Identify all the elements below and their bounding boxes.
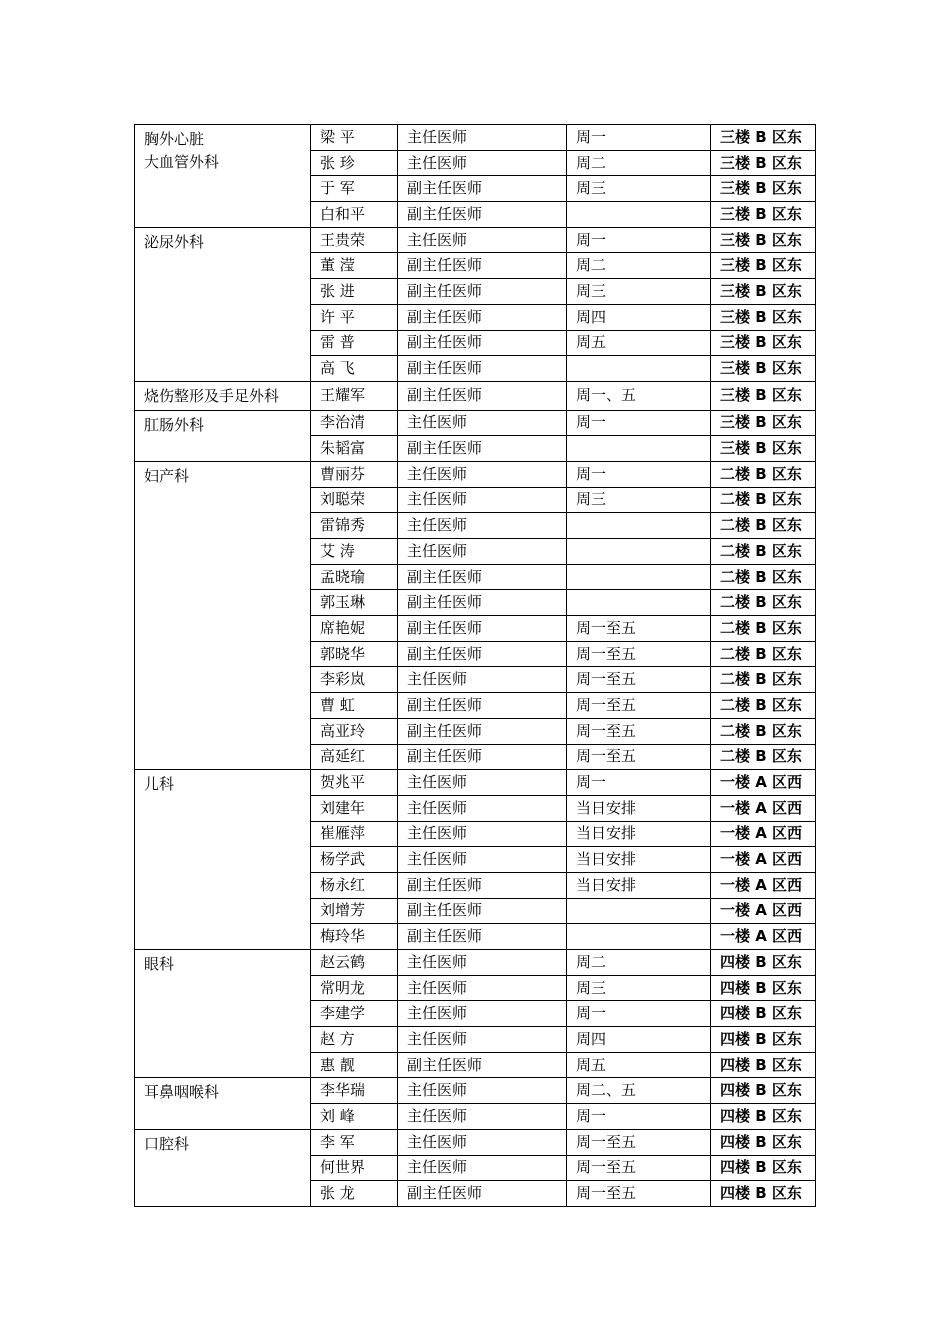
clinic-location-cell: 四楼 B 区东 (711, 1129, 816, 1155)
doctor-title-cell: 副主任医师 (398, 744, 567, 770)
clinic-day-cell: 周一至五 (567, 693, 711, 719)
clinic-location-cell: 二楼 B 区东 (711, 590, 816, 616)
doctor-title-cell: 副主任医师 (398, 924, 567, 950)
clinic-location-cell: 四楼 B 区东 (711, 950, 816, 976)
doctor-name-cell: 艾 涛 (311, 539, 398, 565)
department-name: 耳鼻咽喉科 (144, 1083, 220, 1102)
doctor-name-cell: 席艳妮 (311, 616, 398, 642)
schedule-body (135, 125, 816, 1207)
department-cell (135, 461, 311, 769)
clinic-day-cell: 周三 (567, 975, 711, 1001)
doctor-title-cell: 主任医师 (398, 821, 567, 847)
clinic-day-cell: 当日安排 (567, 847, 711, 873)
clinic-location-cell: 三楼 B 区东 (711, 150, 816, 176)
clinic-location-cell: 二楼 B 区东 (711, 641, 816, 667)
doctor-name-cell: 刘建年 (311, 795, 398, 821)
department-name: 肛肠外科 (144, 415, 205, 434)
doctor-name-cell: 郭玉琳 (311, 590, 398, 616)
doctor-title-cell: 副主任医师 (398, 436, 567, 462)
clinic-location-cell: 四楼 B 区东 (711, 1181, 816, 1207)
clinic-day-cell: 周三 (567, 279, 711, 305)
doctor-title-cell: 副主任医师 (398, 1052, 567, 1078)
department-name: 儿科 (144, 775, 175, 794)
doctor-title-cell: 主任医师 (398, 847, 567, 873)
doctor-name-cell: 于 军 (311, 176, 398, 202)
doctor-name-cell: 何世界 (311, 1155, 398, 1181)
clinic-day-cell: 周一至五 (567, 744, 711, 770)
doctor-name-cell: 李建学 (311, 1001, 398, 1027)
doctor-title-cell: 主任医师 (398, 950, 567, 976)
clinic-location-cell: 三楼 B 区东 (711, 176, 816, 202)
clinic-location-cell: 三楼 B 区东 (711, 436, 816, 462)
doctor-name-cell: 梁 平 (311, 125, 398, 151)
clinic-day-cell: 周五 (567, 1052, 711, 1078)
doctor-title-cell: 主任医师 (398, 667, 567, 693)
clinic-location-cell: 三楼 B 区东 (711, 381, 816, 410)
clinic-location-cell: 三楼 B 区东 (711, 304, 816, 330)
doctor-title-cell: 副主任医师 (398, 693, 567, 719)
clinic-location-cell: 二楼 B 区东 (711, 718, 816, 744)
doctor-name-cell: 李 军 (311, 1129, 398, 1155)
doctor-title-cell: 主任医师 (398, 1104, 567, 1130)
doctor-name-cell: 梅玲华 (311, 924, 398, 950)
clinic-location-cell: 二楼 B 区东 (711, 744, 816, 770)
table-row (135, 770, 816, 796)
doctor-name-cell: 雷 普 (311, 330, 398, 356)
doctor-name-cell: 杨学武 (311, 847, 398, 873)
clinic-location-cell: 一楼 A 区西 (711, 847, 816, 873)
clinic-day-cell: 周二、五 (567, 1078, 711, 1104)
doctor-name-cell: 刘聪荣 (311, 487, 398, 513)
table-row (135, 1129, 816, 1155)
doctor-title-cell: 主任医师 (398, 461, 567, 487)
doctor-name-cell: 常明龙 (311, 975, 398, 1001)
doctor-title-cell: 主任医师 (398, 975, 567, 1001)
doctor-title-cell: 主任医师 (398, 227, 567, 253)
clinic-day-cell (567, 590, 711, 616)
doctor-name-cell: 王贵荣 (311, 227, 398, 253)
clinic-day-cell: 当日安排 (567, 872, 711, 898)
clinic-day-cell: 周一 (567, 461, 711, 487)
doctor-name-cell: 曹丽芬 (311, 461, 398, 487)
doctor-title-cell: 副主任医师 (398, 356, 567, 382)
specialist-schedule-table (134, 124, 816, 1207)
clinic-day-cell: 周二 (567, 150, 711, 176)
department-name: 妇产科 (144, 466, 190, 485)
doctor-name-cell: 白和平 (311, 202, 398, 228)
doctor-name-cell: 张 进 (311, 279, 398, 305)
department-name: 烧伤整形及手足外科 (144, 386, 280, 405)
clinic-day-cell: 周四 (567, 1027, 711, 1053)
department-cell (135, 950, 311, 1078)
doctor-name-cell: 李治清 (311, 410, 398, 436)
clinic-day-cell (567, 202, 711, 228)
doctor-title-cell: 主任医师 (398, 795, 567, 821)
department-cell (135, 410, 311, 461)
clinic-location-cell: 二楼 B 区东 (711, 667, 816, 693)
table-row (135, 381, 816, 410)
clinic-location-cell: 一楼 A 区西 (711, 770, 816, 796)
doctor-title-cell: 主任医师 (398, 539, 567, 565)
department-name: 胸外心脏 (144, 130, 205, 148)
clinic-day-cell: 当日安排 (567, 821, 711, 847)
clinic-day-cell: 周一至五 (567, 718, 711, 744)
doctor-name-cell: 赵云鹤 (311, 950, 398, 976)
clinic-location-cell: 一楼 A 区西 (711, 872, 816, 898)
clinic-day-cell: 周三 (567, 487, 711, 513)
doctor-name-cell: 高 飞 (311, 356, 398, 382)
doctor-title-cell: 副主任医师 (398, 718, 567, 744)
doctor-name-cell: 孟晓瑜 (311, 564, 398, 590)
doctor-title-cell: 副主任医师 (398, 253, 567, 279)
doctor-name-cell: 李彩岚 (311, 667, 398, 693)
clinic-location-cell: 一楼 A 区西 (711, 924, 816, 950)
doctor-title-cell: 主任医师 (398, 410, 567, 436)
doctor-title-cell: 副主任医师 (398, 202, 567, 228)
clinic-day-cell: 周一 (567, 770, 711, 796)
doctor-title-cell: 副主任医师 (398, 872, 567, 898)
clinic-day-cell: 周一至五 (567, 667, 711, 693)
doctor-title-cell: 副主任医师 (398, 898, 567, 924)
clinic-day-cell: 当日安排 (567, 795, 711, 821)
department-cell (135, 1129, 311, 1206)
table-row (135, 950, 816, 976)
clinic-day-cell: 周一至五 (567, 1181, 711, 1207)
doctor-title-cell: 副主任医师 (398, 590, 567, 616)
department-name: 大血管外科 (144, 153, 220, 171)
doctor-name-cell: 郭晓华 (311, 641, 398, 667)
department-cell (135, 1078, 311, 1129)
clinic-day-cell (567, 513, 711, 539)
clinic-location-cell: 二楼 B 区东 (711, 513, 816, 539)
clinic-day-cell: 周一 (567, 1104, 711, 1130)
doctor-title-cell: 主任医师 (398, 150, 567, 176)
clinic-day-cell: 周四 (567, 304, 711, 330)
clinic-day-cell: 周二 (567, 950, 711, 976)
clinic-location-cell: 四楼 B 区东 (711, 1027, 816, 1053)
doctor-title-cell: 副主任医师 (398, 176, 567, 202)
clinic-location-cell: 三楼 B 区东 (711, 125, 816, 151)
clinic-day-cell: 周五 (567, 330, 711, 356)
clinic-location-cell: 二楼 B 区东 (711, 461, 816, 487)
table-row (135, 410, 816, 436)
department-cell (135, 125, 311, 228)
clinic-day-cell: 周三 (567, 176, 711, 202)
clinic-location-cell: 四楼 B 区东 (711, 1078, 816, 1104)
doctor-title-cell: 副主任医师 (398, 279, 567, 305)
clinic-day-cell: 周一至五 (567, 616, 711, 642)
clinic-location-cell: 三楼 B 区东 (711, 279, 816, 305)
clinic-location-cell: 三楼 B 区东 (711, 253, 816, 279)
clinic-day-cell: 周二 (567, 253, 711, 279)
clinic-day-cell (567, 898, 711, 924)
clinic-location-cell: 四楼 B 区东 (711, 975, 816, 1001)
clinic-location-cell: 四楼 B 区东 (711, 1001, 816, 1027)
clinic-day-cell (567, 436, 711, 462)
table-row (135, 1078, 816, 1104)
clinic-location-cell: 二楼 B 区东 (711, 564, 816, 590)
table-row (135, 461, 816, 487)
doctor-title-cell: 主任医师 (398, 1078, 567, 1104)
clinic-location-cell: 一楼 A 区西 (711, 821, 816, 847)
doctor-name-cell: 刘增芳 (311, 898, 398, 924)
clinic-location-cell: 四楼 B 区东 (711, 1104, 816, 1130)
clinic-day-cell: 周一至五 (567, 1129, 711, 1155)
department-cell (135, 770, 311, 950)
clinic-location-cell: 三楼 B 区东 (711, 202, 816, 228)
doctor-name-cell: 李华瑞 (311, 1078, 398, 1104)
clinic-location-cell: 一楼 A 区西 (711, 795, 816, 821)
clinic-day-cell: 周一 (567, 1001, 711, 1027)
clinic-day-cell (567, 564, 711, 590)
department-cell (135, 227, 311, 381)
doctor-name-cell: 许 平 (311, 304, 398, 330)
doctor-title-cell: 副主任医师 (398, 1181, 567, 1207)
table-row (135, 227, 816, 253)
doctor-title-cell: 副主任医师 (398, 641, 567, 667)
clinic-location-cell: 四楼 B 区东 (711, 1155, 816, 1181)
clinic-day-cell: 周一 (567, 410, 711, 436)
clinic-location-cell: 二楼 B 区东 (711, 539, 816, 565)
doctor-name-cell: 董 滢 (311, 253, 398, 279)
department-name: 泌尿外科 (144, 232, 205, 251)
doctor-name-cell: 朱韬富 (311, 436, 398, 462)
doctor-title-cell: 主任医师 (398, 513, 567, 539)
doctor-name-cell: 贺兆平 (311, 770, 398, 796)
clinic-location-cell: 三楼 B 区东 (711, 356, 816, 382)
clinic-location-cell: 二楼 B 区东 (711, 693, 816, 719)
department-name: 口腔科 (144, 1134, 190, 1153)
doctor-title-cell: 副主任医师 (398, 304, 567, 330)
doctor-title-cell: 主任医师 (398, 1155, 567, 1181)
clinic-location-cell: 一楼 A 区西 (711, 898, 816, 924)
clinic-day-cell (567, 356, 711, 382)
doctor-name-cell: 王耀军 (311, 381, 398, 410)
doctor-name-cell: 刘 峰 (311, 1104, 398, 1130)
doctor-title-cell: 主任医师 (398, 1001, 567, 1027)
doctor-name-cell: 高延红 (311, 744, 398, 770)
clinic-day-cell: 周一至五 (567, 1155, 711, 1181)
doctor-name-cell: 曹 虹 (311, 693, 398, 719)
doctor-title-cell: 副主任医师 (398, 381, 567, 410)
doctor-title-cell: 主任医师 (398, 125, 567, 151)
clinic-day-cell (567, 539, 711, 565)
doctor-title-cell: 主任医师 (398, 1027, 567, 1053)
clinic-day-cell: 周一 (567, 125, 711, 151)
doctor-title-cell: 副主任医师 (398, 616, 567, 642)
clinic-location-cell: 三楼 B 区东 (711, 227, 816, 253)
clinic-day-cell: 周一、五 (567, 381, 711, 410)
doctor-title-cell: 主任医师 (398, 487, 567, 513)
clinic-day-cell: 周一 (567, 227, 711, 253)
doctor-name-cell: 张 珍 (311, 150, 398, 176)
table-row (135, 125, 816, 151)
doctor-name-cell: 杨永红 (311, 872, 398, 898)
doctor-title-cell: 主任医师 (398, 1129, 567, 1155)
clinic-day-cell (567, 924, 711, 950)
clinic-location-cell: 二楼 B 区东 (711, 616, 816, 642)
doctor-name-cell: 惠 靓 (311, 1052, 398, 1078)
doctor-name-cell: 张 龙 (311, 1181, 398, 1207)
department-name: 眼科 (144, 955, 175, 973)
doctor-name-cell: 雷锦秀 (311, 513, 398, 539)
doctor-name-cell: 崔雁萍 (311, 821, 398, 847)
clinic-day-cell: 周一至五 (567, 641, 711, 667)
doctor-title-cell: 副主任医师 (398, 330, 567, 356)
clinic-location-cell: 四楼 B 区东 (711, 1052, 816, 1078)
clinic-location-cell: 二楼 B 区东 (711, 487, 816, 513)
doctor-name-cell: 赵 方 (311, 1027, 398, 1053)
doctor-title-cell: 副主任医师 (398, 564, 567, 590)
doctor-title-cell: 主任医师 (398, 770, 567, 796)
clinic-location-cell: 三楼 B 区东 (711, 330, 816, 356)
doctor-name-cell: 高亚玲 (311, 718, 398, 744)
department-cell (135, 381, 311, 410)
clinic-location-cell: 三楼 B 区东 (711, 410, 816, 436)
